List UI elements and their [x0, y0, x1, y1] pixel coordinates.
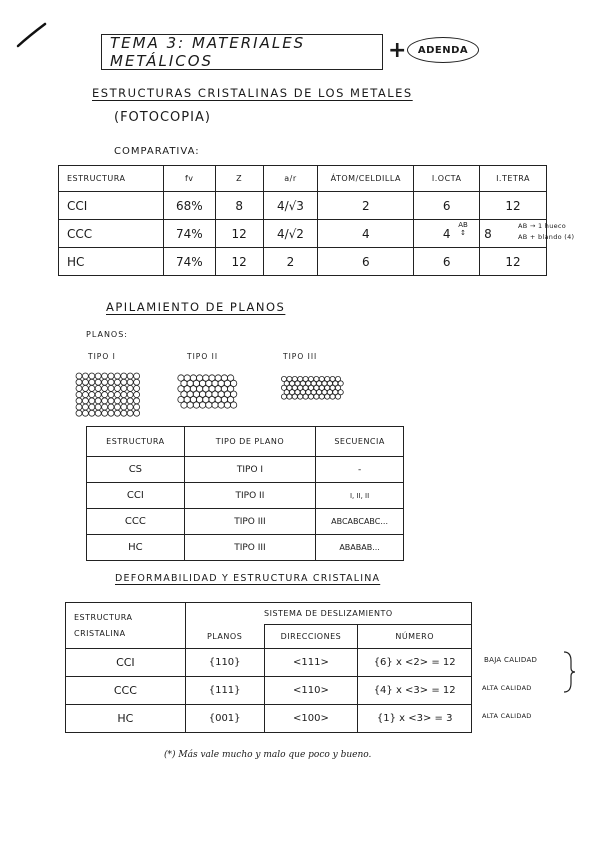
atom-circle [287, 394, 292, 399]
atom-circle [102, 410, 108, 416]
atom-circle [102, 404, 108, 410]
section-1-heading: ESTRUCTURAS CRISTALINAS DE LOS METALES [92, 86, 413, 100]
table-row [66, 705, 472, 733]
table-cell: 68% [163, 192, 215, 220]
curly-brace-icon [562, 650, 576, 694]
table-cell: 2 [318, 192, 414, 220]
table-cell: 4 [318, 220, 414, 248]
atom-circle [335, 394, 340, 399]
table-cell: CCC [66, 677, 186, 705]
hex-packing-diagram [280, 376, 346, 400]
comparison-table [58, 165, 547, 276]
atom-circle [224, 402, 230, 408]
atom-circle [134, 404, 140, 410]
table-cell: 6 [414, 192, 480, 220]
section-2-heading: APILAMIENTO DE PLANOS [106, 300, 286, 314]
table-cell: {111} [185, 677, 264, 705]
atom-circle [121, 404, 127, 410]
atom-circle [102, 398, 108, 404]
tipo-1-label: TIPO I [88, 352, 116, 361]
table-cell: 4/√3 [263, 192, 318, 220]
table-header-cell: ESTRUCTURA [87, 427, 185, 457]
atom-circle [303, 394, 308, 399]
table-cell: 8 [215, 192, 263, 220]
table-cell: 12 [215, 248, 263, 276]
atom-circle [127, 379, 133, 385]
table-row [87, 509, 404, 535]
table-cell: 4/√2 [263, 220, 318, 248]
atom-circle [114, 379, 120, 385]
table-cell: {6} x <2> = 12 [358, 649, 472, 677]
planos-label: PLANOS: [86, 330, 128, 339]
atom-circle [76, 385, 82, 391]
atom-circle [121, 410, 127, 416]
atom-circle [134, 379, 140, 385]
atom-circle [134, 373, 140, 379]
atom-circle [127, 398, 133, 404]
table-header-cell: SECUENCIA [316, 427, 404, 457]
atom-circle [127, 410, 133, 416]
footnote: (*) Más vale mucho y malo que poco y bueno. [164, 750, 372, 760]
atom-circle [114, 398, 120, 404]
atom-circle [76, 392, 82, 398]
atom-circle [95, 392, 101, 398]
table-cell [414, 220, 480, 248]
atom-circle [89, 392, 95, 398]
atom-circle [102, 385, 108, 391]
stacking-table [86, 426, 404, 561]
atom-circle [121, 398, 127, 404]
table-row [59, 220, 547, 248]
atom-circle [95, 373, 101, 379]
atom-circle [325, 394, 330, 399]
table-header-row [59, 166, 547, 192]
table-header-cell: fv [163, 166, 215, 192]
atom-circle [206, 402, 212, 408]
atom-circle [127, 404, 133, 410]
atom-circle [102, 379, 108, 385]
table-cell: 12 [480, 192, 547, 220]
table-header-cell: ESTRUCTURA CRISTALINA [66, 603, 186, 649]
table-cell: CCI [66, 649, 186, 677]
table-cell: TIPO II [184, 483, 315, 509]
table-cell: <110> [264, 677, 358, 705]
atom-circle [199, 402, 205, 408]
bcc-packing-diagram [176, 374, 238, 410]
table-header-cell: SISTEMA DE DESLIZAMIENTO [185, 603, 471, 625]
atom-circle [114, 404, 120, 410]
table-header-cell: I.OCTA [414, 166, 480, 192]
table-cell: TIPO I [184, 457, 315, 483]
atom-circle [82, 410, 88, 416]
atom-circle [108, 379, 114, 385]
atom-circle [108, 404, 114, 410]
table-cell: ABABAB... [316, 535, 404, 561]
atom-circle [319, 394, 324, 399]
table-row [66, 649, 472, 677]
table-cell: I, II, II [316, 483, 404, 509]
atom-circle [108, 410, 114, 416]
octa-annotation-text: AB [458, 221, 468, 229]
atom-circle [82, 392, 88, 398]
atom-circle [89, 398, 95, 404]
atom-circle [76, 373, 82, 379]
table-header-cell: DIRECCIONES [264, 625, 358, 649]
atom-circle [127, 392, 133, 398]
table-cell: CCI [87, 483, 185, 509]
fotocopia-note: (FOTOCOPIA) [114, 110, 211, 125]
table-cell: {4} x <3> = 12 [358, 677, 472, 705]
table-cell: 6 [414, 248, 480, 276]
atom-circle [95, 379, 101, 385]
table-cell: CS [87, 457, 185, 483]
octa-annotation: AB ↕ [458, 221, 468, 237]
table-header-cell: ÁTOM/CELDILLA [318, 166, 414, 192]
quality-note-3: ALTA CALIDAD [482, 712, 532, 720]
table-cell: {001} [185, 705, 264, 733]
table-header-cell: Z [215, 166, 263, 192]
atom-circle [82, 404, 88, 410]
atom-circle [308, 394, 313, 399]
table-header-cell: PLANOS [185, 625, 264, 649]
table-header-cell: ESTRUCTURA [59, 166, 164, 192]
table-cell: 6 [318, 248, 414, 276]
table-cell: ABCABCABC... [316, 509, 404, 535]
atom-circle [95, 410, 101, 416]
quality-note-2: ALTA CALIDAD [482, 684, 532, 692]
atom-circle [114, 392, 120, 398]
table-cell: <111> [264, 649, 358, 677]
tetra-annotation-1: AB → 1 hueco [518, 222, 567, 230]
table-header-row [66, 603, 472, 625]
square-packing-diagram [74, 372, 144, 418]
atom-circle [89, 373, 95, 379]
atom-circle [82, 373, 88, 379]
atom-circle [95, 398, 101, 404]
table-header-row [87, 427, 404, 457]
atom-circle [218, 402, 224, 408]
tipo-2-label: TIPO II [187, 352, 219, 361]
atom-circle [89, 404, 95, 410]
atom-circle [230, 402, 236, 408]
table-header-cell: I.TETRA [480, 166, 547, 192]
atom-circle [134, 410, 140, 416]
atom-circle [82, 385, 88, 391]
atom-circle [330, 394, 335, 399]
atom-circle [292, 394, 297, 399]
table-cell: {1} x <3> = 3 [358, 705, 472, 733]
atom-circle [134, 392, 140, 398]
atom-circle [102, 373, 108, 379]
table-header-cell: TIPO DE PLANO [184, 427, 315, 457]
table-row [66, 677, 472, 705]
table-cell: - [316, 457, 404, 483]
atom-circle [134, 385, 140, 391]
atom-circle [89, 410, 95, 416]
atom-circle [89, 385, 95, 391]
deformability-table [65, 602, 472, 733]
atom-circle [95, 404, 101, 410]
atom-circle [187, 402, 193, 408]
atom-circle [193, 402, 199, 408]
atom-circle [212, 402, 218, 408]
atom-circle [298, 394, 303, 399]
comparativa-label: COMPARATIVA: [114, 146, 200, 157]
table-cell: CCC [59, 220, 164, 248]
section-3-heading: DEFORMABILIDAD Y ESTRUCTURA CRISTALINA [115, 573, 381, 584]
table-cell: HC [66, 705, 186, 733]
table-row [59, 192, 547, 220]
atom-circle [114, 373, 120, 379]
atom-circle [127, 385, 133, 391]
atom-circle [95, 385, 101, 391]
table-cell: 12 [480, 248, 547, 276]
atom-circle [108, 392, 114, 398]
table-cell: CCI [59, 192, 164, 220]
table-cell: 12 [215, 220, 263, 248]
atom-circle [76, 404, 82, 410]
table-header-cell: a/r [263, 166, 318, 192]
atom-circle [281, 394, 286, 399]
table-cell: HC [59, 248, 164, 276]
atom-circle [127, 373, 133, 379]
atom-circle [314, 394, 319, 399]
atom-circle [114, 385, 120, 391]
table-cell: CCC [87, 509, 185, 535]
plus-sign: + [388, 38, 407, 63]
atom-circle [89, 379, 95, 385]
table-header-cell: NÚMERO [358, 625, 472, 649]
atom-circle [108, 398, 114, 404]
tetra-value: 8 [484, 226, 492, 241]
quality-note-1: BAJA CALIDAD [484, 656, 538, 664]
table-cell: TIPO III [184, 509, 315, 535]
page-title: TEMA 3: MATERIALES METÁLICOS [101, 34, 383, 70]
table-row [87, 535, 404, 561]
tetra-annotation-2: AB + blando (4) [518, 233, 575, 241]
octa-value: 4 [442, 226, 451, 241]
atom-circle [114, 410, 120, 416]
atom-circle [108, 385, 114, 391]
table-row [87, 457, 404, 483]
atom-circle [82, 379, 88, 385]
atom-circle [76, 410, 82, 416]
atom-circle [121, 392, 127, 398]
tipo-3-label: TIPO III [283, 352, 318, 361]
atom-circle [121, 385, 127, 391]
table-row [59, 248, 547, 276]
table-cell: 74% [163, 220, 215, 248]
table-row [87, 483, 404, 509]
table-cell: 74% [163, 248, 215, 276]
atom-circle [181, 402, 187, 408]
atom-circle [76, 379, 82, 385]
table-cell: HC [87, 535, 185, 561]
atom-circle [121, 373, 127, 379]
table-cell: <100> [264, 705, 358, 733]
atom-circle [108, 373, 114, 379]
table-cell: {110} [185, 649, 264, 677]
atom-circle [102, 392, 108, 398]
atom-circle [134, 398, 140, 404]
table-cell: 2 [263, 248, 318, 276]
atom-circle [121, 379, 127, 385]
table-cell: TIPO III [184, 535, 315, 561]
atom-circle [76, 398, 82, 404]
addenda-badge: ADENDA [407, 37, 479, 63]
atom-circle [82, 398, 88, 404]
pen-stroke-icon [15, 20, 49, 50]
